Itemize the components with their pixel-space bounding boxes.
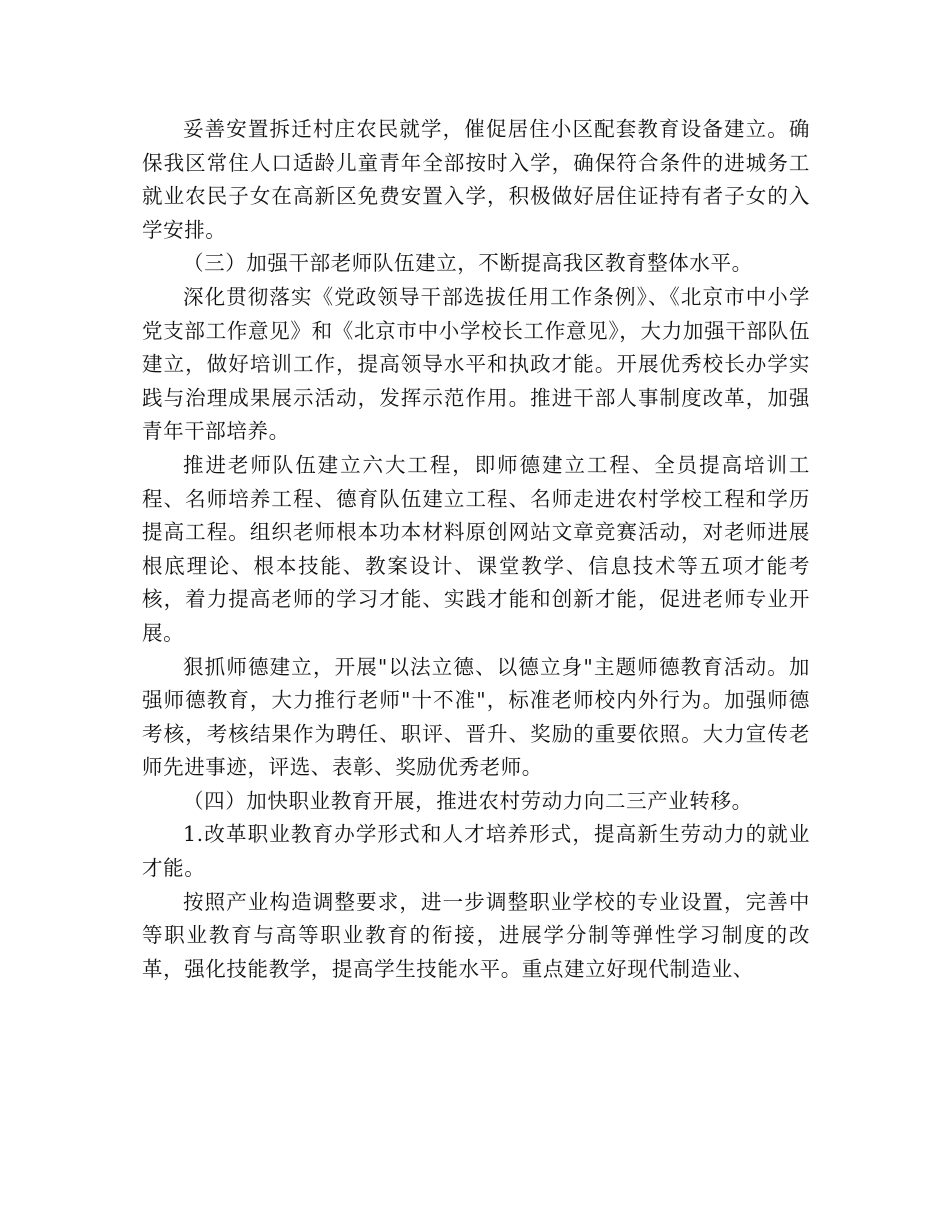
paragraph-cadre-team: 深化贯彻落实《党政领导干部选拔任用工作条例》、《北京市中小学党支部工作意见》和《北京市中小学校长工作意见》，大力加强干部队伍建立，做好培训工作，提高领导水平和执政才能。开展优秀校长办学实践与治理成果展示活动，发挥示范作用。推进干部人事制度改革，加强青年干部培养。 (142, 284, 810, 444)
section-heading-3: （三）加强干部老师队伍建立，不断提高我区教育整体水平。 (183, 251, 753, 276)
paragraph-teacher-ethics: 狠抓师德建立，开展"以法立德、以德立身"主题师德教育活动。加强师德教育，大力推行老师"十不准"，标准老师校内外行为。加强师德考核，考核结果作为聘任、职评、晋升、奖励的重要依照。大力宣传老师先进事迹，评选、表彰、奖励优秀老师。 (142, 654, 810, 780)
section-heading-4: （四）加快职业教育开展，推进农村劳动力向二三产业转移。 (183, 788, 753, 813)
document-page (142, 113, 810, 986)
paragraph-vocational-adjustment: 按照产业构造调整要求，进一步调整职业学校的专业设置，完善中等职业教育与高等职业教育的衔接，进展学分制等弹性学习制度的改革，强化技能教学，提高学生技能水平。重点建立好现代制造业、 (142, 889, 810, 981)
paragraph-teacher-projects: 推进老师队伍建立六大工程，即师德建立工程、全员提高培训工程、名师培养工程、德育队伍建立工程、名师走进农村学校工程和学历提高工程。组织老师根本功本材料原创网站文章竞赛活动，对老师进展根底理论、根本技能、教案设计、课堂教学、信息技术等五项才能考核，着力提高老师的学习才能、实践才能和创新才能，促进老师专业开展。 (142, 452, 810, 645)
paragraph-item-1: 1.改革职业教育办学形式和人才培养形式，提高新生劳动力的就业才能。 (142, 822, 810, 881)
paragraph-relocation-schooling: 妥善安置拆迁村庄农民就学，催促居住小区配套教育设备建立。确保我区常住人口适龄儿童青年全部按时入学，确保符合条件的进城务工就业农民子女在高新区免费安置入学，积极做好居住证持有者子女的入学安排。 (142, 117, 810, 242)
